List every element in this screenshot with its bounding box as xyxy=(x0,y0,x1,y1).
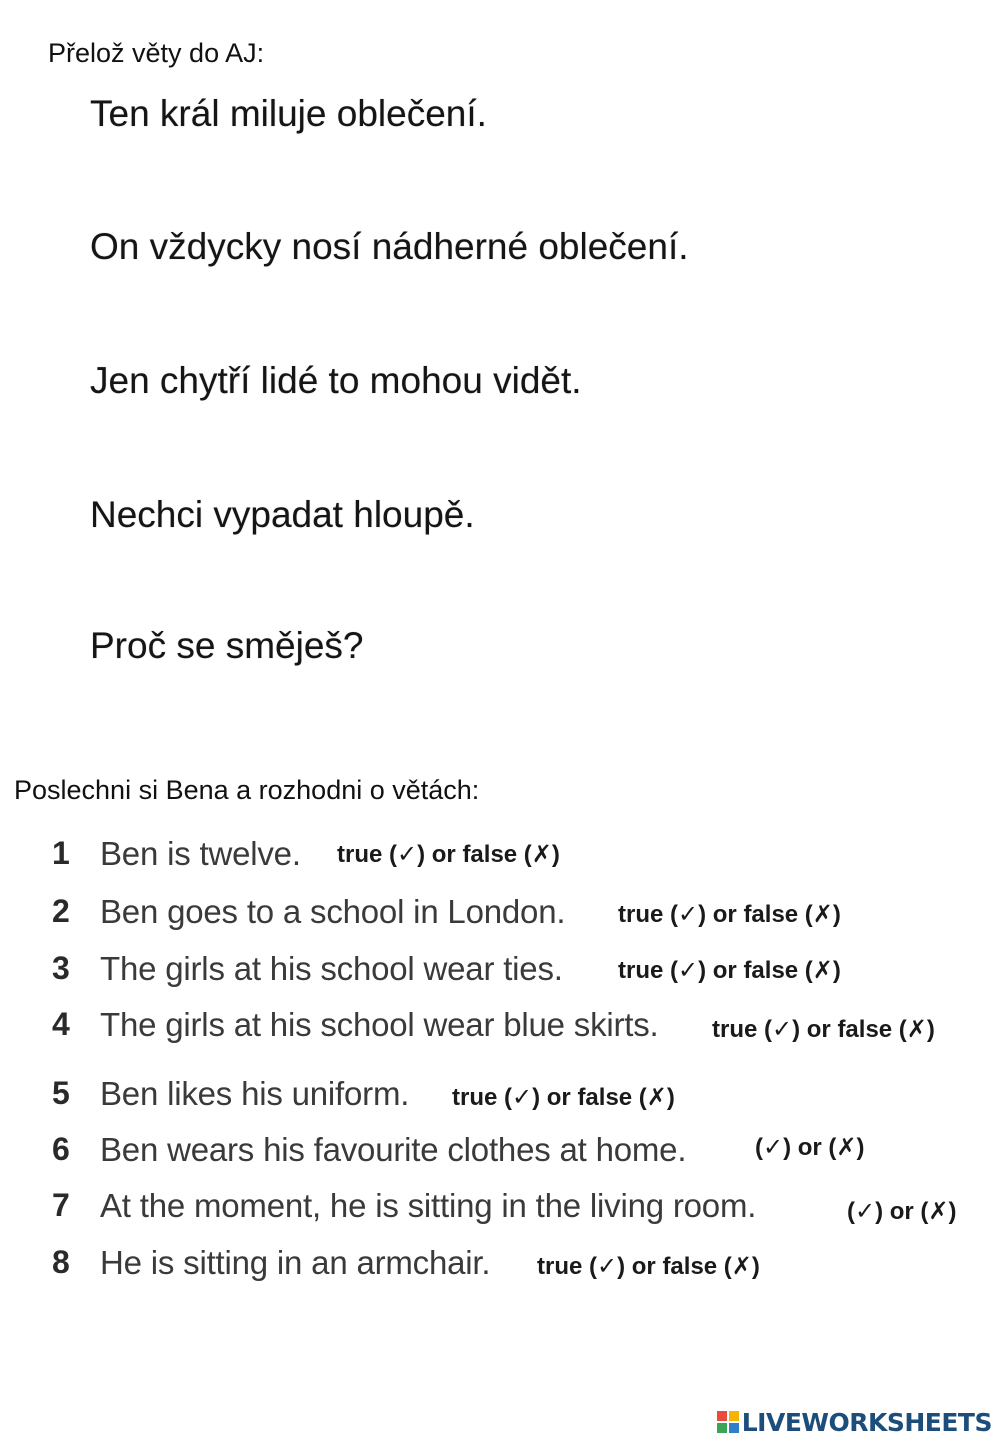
true-false-choice[interactable]: (✓) or (✗) xyxy=(755,1134,865,1161)
statement-text: Ben wears his favourite clothes at home. xyxy=(100,1131,687,1168)
czech-sentence-3: Jen chytří lidé to mohou vidět. xyxy=(90,360,582,401)
liveworksheets-logo-icon xyxy=(717,1411,739,1433)
statement-text: At the moment, he is sitting in the living room. xyxy=(100,1187,757,1224)
statement-number: 5 xyxy=(52,1075,70,1111)
statement-number: 7 xyxy=(52,1187,70,1223)
true-false-choice[interactable]: true (✓) or false (✗) xyxy=(537,1253,760,1280)
liveworksheets-logo xyxy=(717,1407,992,1437)
statement-text: He is sitting in an armchair. xyxy=(100,1244,491,1281)
statement-number: 2 xyxy=(52,893,70,929)
statement-number: 6 xyxy=(52,1131,70,1167)
true-false-choice[interactable]: true (✓) or false (✗) xyxy=(618,957,841,984)
true-false-choice[interactable]: true (✓) or false (✗) xyxy=(337,841,560,868)
statement-text: The girls at his school wear ties. xyxy=(100,950,563,987)
statement-text: Ben goes to a school in London. xyxy=(100,893,566,930)
czech-sentence-1: Ten král miluje oblečení. xyxy=(90,93,487,134)
statement-number: 8 xyxy=(52,1244,70,1280)
true-false-choice[interactable]: true (✓) or false (✗) xyxy=(618,901,841,928)
listening-instruction-heading: Poslechni si Bena a rozhodni o větách: xyxy=(14,775,480,805)
liveworksheets-logo-text: LIVEWORKSHEETS xyxy=(741,1407,992,1437)
statement-text: Ben likes his uniform. xyxy=(100,1075,410,1112)
true-false-choice[interactable]: true (✓) or false (✗) xyxy=(452,1084,675,1111)
czech-sentence-5: Proč se směješ? xyxy=(90,625,364,666)
statement-number: 4 xyxy=(52,1006,70,1042)
statement-text: The girls at his school wear blue skirts. xyxy=(100,1006,659,1043)
statement-number: 1 xyxy=(52,835,70,871)
czech-sentence-4: Nechci vypadat hloupě. xyxy=(90,494,475,535)
statement-text: Ben is twelve. xyxy=(100,835,301,872)
true-false-choice[interactable]: (✓) or (✗) xyxy=(847,1198,957,1225)
translate-instruction-heading: Přelož věty do AJ: xyxy=(48,38,265,68)
true-false-choice[interactable]: true (✓) or false (✗) xyxy=(712,1016,935,1043)
czech-sentence-2: On vždycky nosí nádherné oblečení. xyxy=(90,226,689,267)
statement-number: 3 xyxy=(52,950,70,986)
